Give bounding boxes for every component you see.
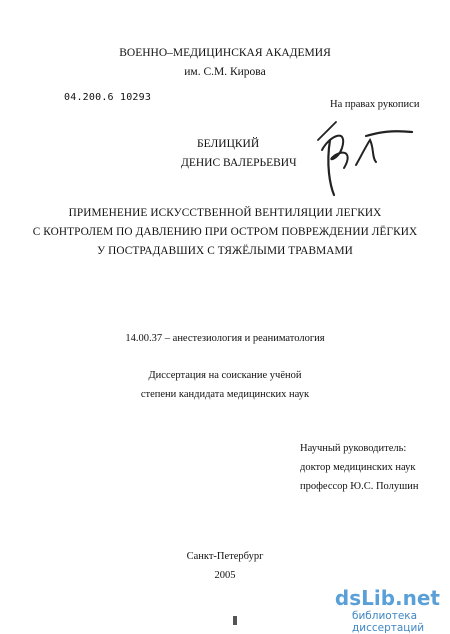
archive-number: 04.200.6 10293 <box>64 92 152 103</box>
academy-name: ВОЕННО–МЕДИЦИНСКАЯ АКАДЕМИЯ <box>119 47 331 59</box>
manuscript-note: На правах рукописи <box>330 99 420 110</box>
thesis-title-line-3: У ПОСТРАДАВШИХ С ТЯЖЁЛЫМИ ТРАВМАМИ <box>97 245 353 257</box>
scan-mark <box>233 616 237 625</box>
dissertation-line-2: степени кандидата медицинских наук <box>140 389 310 400</box>
footer-year: 2005 <box>214 570 236 581</box>
author-name: ДЕНИС ВАЛЕРЬЕВИЧ <box>181 157 297 169</box>
thesis-title-line-2: С КОНТРОЛЕМ ПО ДАВЛЕНИЮ ПРИ ОСТРОМ ПОВРЕЖДЕНИИ ЛЁГКИХ <box>32 226 418 238</box>
signature-image <box>300 110 420 200</box>
author-surname: БЕЛИЦКИЙ <box>197 138 260 150</box>
supervisor-degree: доктор медицинских наук <box>300 462 416 473</box>
dissertation-line-1: Диссертация на соискание учёной <box>148 370 302 381</box>
watermark-subtitle: библиотека диссертаций <box>352 610 425 634</box>
watermark-logo <box>334 584 448 634</box>
footer-city: Санкт-Петербург <box>186 551 264 562</box>
watermark-logo-text: dsLib.net <box>334 586 440 610</box>
supervisor-name: профессор Ю.С. Полушин <box>300 481 419 492</box>
thesis-title-line-1: ПРИМЕНЕНИЕ ИСКУССТВЕННОЙ ВЕНТИЛЯЦИИ ЛЕГКИХ <box>68 207 382 219</box>
academy-named-after: им. С.М. Кирова <box>184 66 266 78</box>
supervisor-label: Научный руководитель: <box>300 443 407 454</box>
specialty-line: 14.00.37 – анестезиология и реаниматология <box>125 333 325 344</box>
